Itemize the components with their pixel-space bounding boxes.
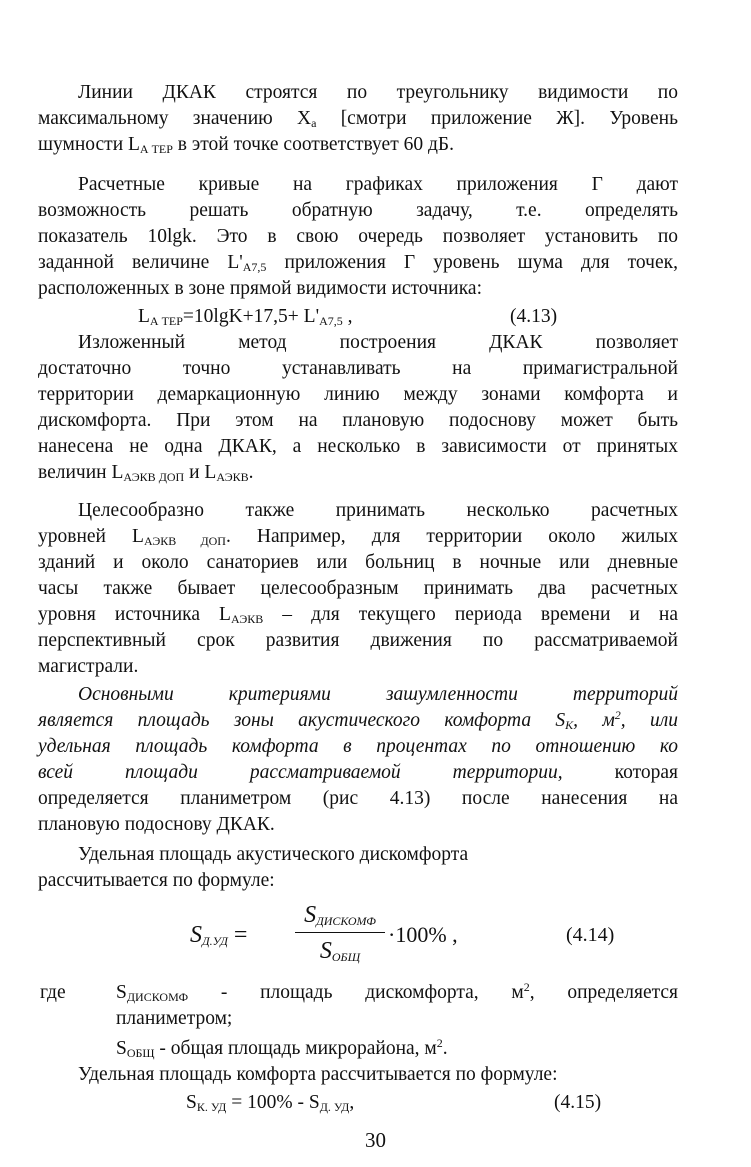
- formula-lhs: $S_{Д.УД}$ =: [190, 922, 248, 948]
- definitions: [38, 980, 678, 1062]
- text-line: нанесена не одна ДКАК, а несколько в зависимости от принятых: [38, 436, 678, 457]
- text-line: дискомфорта. При этом на плановую подоснову может быть: [38, 410, 678, 431]
- text-line: Удельная площадь комфорта рассчитывается по формуле:: [78, 1064, 558, 1085]
- text-line: уровня источника $L_{АЭКВ}$ – для текущего периода времени и на: [38, 604, 678, 626]
- text-line: заданной величине $L'_{А7,5}$ приложения Г уровень шума для точек,: [38, 252, 678, 274]
- text-line: всей площади рассматриваемой территории, которая: [38, 762, 678, 783]
- text-line: рассчитывается по формуле:: [38, 870, 275, 891]
- text-line: максимальному значению $Х_а$ [смотри приложение Ж]. Уровень: [38, 108, 679, 130]
- formula-rhs: ·100% ,: [388, 922, 458, 947]
- text-line: Целесообразно также принимать несколько расчетных: [78, 500, 678, 521]
- text-line: Линии ДКАК строятся по треугольнику видимости по: [78, 82, 678, 103]
- text-line: возможность решать обратную задачу, т.е. определять: [38, 200, 678, 221]
- text-line: уровней $L_{АЭКВ ДОП}$. Например, для территории около жилых: [38, 526, 678, 548]
- text-line: расположенных в зоне прямой видимости источника:: [38, 278, 482, 299]
- formula-fraction: [295, 900, 385, 965]
- paragraph-3: [38, 330, 678, 486]
- text-line: шумности $L_{А ТЕР}$ в этой точке соответствует 60 дБ.: [38, 134, 454, 156]
- paragraph-1: [38, 80, 678, 158]
- formula-4-15: [38, 1090, 678, 1116]
- formula-expression: $S_{К. УД} = 100\% - S_{Д. УД}$,: [186, 1092, 355, 1114]
- text-line: планиметром;: [116, 1008, 233, 1029]
- equation-number: (4.14): [566, 924, 615, 946]
- text-line: Удельная площадь акустического дискомфорта: [78, 844, 469, 865]
- text-line: $S_{ОБЩ}$ - общая площадь микрорайона, $м^2$.: [116, 1036, 448, 1060]
- text-line: удельная площадь комфорта в процентах по отношению ко: [38, 736, 678, 757]
- fraction-bar: [295, 932, 385, 933]
- paragraph-6: [38, 842, 678, 894]
- text-line: достаточно точно устанавливать на примагистральной: [38, 358, 678, 379]
- formula-4-14: [38, 900, 678, 978]
- page-number: 30: [365, 1128, 386, 1152]
- paragraph-7: [38, 1062, 678, 1088]
- text-line: плановую подоснову ДКАК.: [38, 814, 275, 835]
- page-content: [38, 80, 678, 1116]
- equation-number: (4.13): [510, 306, 558, 327]
- text-line: перспективный срок развития движения по рассматриваемой: [38, 630, 678, 651]
- text-line: определяется планиметром (рис 4.13) после нанесения на: [38, 788, 678, 809]
- fraction-denominator: $S_{ОБЩ}$: [319, 938, 361, 964]
- formula-expression: $L_{А ТЕР}=10\lg K+17,5+ L'_{А7,5}$ ,: [138, 306, 353, 328]
- paragraph-4: [38, 498, 678, 680]
- paragraph-5: [38, 682, 678, 838]
- text-line: показатель 10lgk. Это в свою очередь позволяет установить по: [38, 226, 678, 247]
- paragraph-2: [38, 172, 678, 302]
- text-line: часы также бывает целесообразным принимать два расчетных: [38, 578, 678, 599]
- text-line: Расчетные кривые на графиках приложения Г дают: [78, 174, 678, 195]
- text-line: является площадь зоны акустического комфорта $S_К$, $м^2$, или: [38, 708, 678, 732]
- text-line: магистрали.: [38, 656, 139, 677]
- text-line: Изложенный метод построения ДКАК позволяет: [78, 332, 678, 353]
- fraction-numerator: $S_{ДИСКОМФ}$: [304, 902, 376, 928]
- definition-1: [116, 980, 678, 1032]
- text-line: Основными критериями зашумленности территорий: [78, 684, 678, 705]
- text-line: зданий и около санаториев или больниц в ночные или дневные: [38, 552, 678, 573]
- where-label: где: [40, 982, 66, 1003]
- text-line: величин $L_{АЭКВ ДОП}$ и $L_{АЭКВ}$.: [38, 462, 254, 484]
- text-line: $S_{ДИСКОМФ}$ - площадь дискомфорта, $м^2$, определяется: [116, 980, 678, 1004]
- text-line: территории демаркационную линию между зонами комфорта и: [38, 384, 678, 405]
- formula-4-13: [38, 304, 678, 330]
- definition-2: [116, 1036, 678, 1062]
- equation-number: (4.15): [554, 1092, 602, 1113]
